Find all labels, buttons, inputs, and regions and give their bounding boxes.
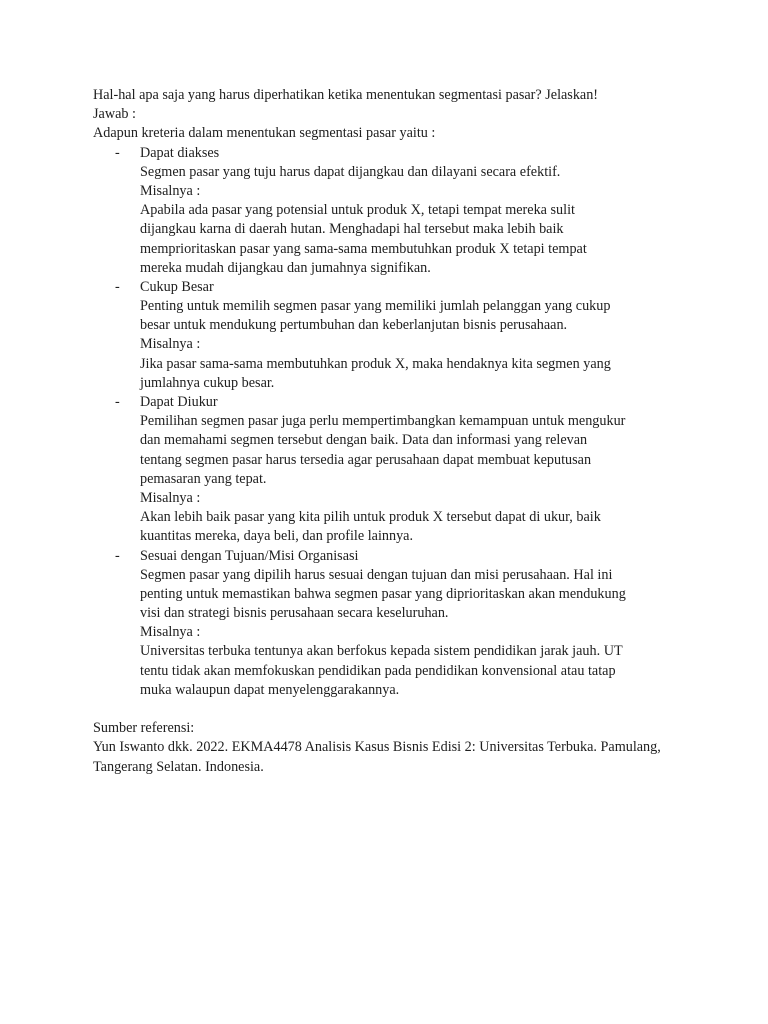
reference-line: Yun Iswanto dkk. 2022. EKMA4478 Analisis Kasus Bisnis Edisi 2: Universitas Terbuka. Pamulang,	[93, 739, 661, 756]
paragraph-gap	[93, 700, 693, 719]
document-page	[93, 86, 693, 777]
question-text: Hal-hal apa saja yang harus diperhatikan ketika menentukan segmentasi pasar? Jelaskan!	[93, 87, 599, 103]
item-title: Sesuai dengan Tujuan/Misi Organisasi	[140, 547, 359, 564]
example-label: Misalnya :	[140, 489, 201, 506]
example-line: dijangkau karna di daerah hutan. Menghadapi hal tersebut maka lebih baik	[140, 221, 564, 238]
list-item	[93, 144, 693, 278]
item-description-line: visi dan strategi bisnis perusahaan secara keseluruhan.	[140, 605, 449, 622]
item-description-line: Penting untuk memilih segmen pasar yang memiliki jumlah pelanggan yang cukup	[140, 298, 611, 315]
example-line: kuantitas mereka, daya beli, dan profile lainnya.	[140, 528, 414, 545]
example-line: Universitas terbuka tentunya akan berfokus kepada sistem pendidikan jarak jauh. UT	[140, 643, 623, 660]
example-label: Misalnya :	[140, 624, 201, 641]
item-description-line: tentang segmen pasar harus tersedia agar perusahaan dapat membuat keputusan	[140, 451, 592, 468]
reference-label: Sumber referensi:	[93, 720, 195, 737]
criteria-list	[93, 144, 693, 700]
example-line: memprioritaskan pasar yang sama-sama membutuhkan produk X tetapi tempat	[140, 240, 587, 257]
example-line: mereka mudah dijangkau dan jumahnya signifikan.	[140, 259, 431, 276]
example-line: muka walaupun dapat menyelenggarakannya.	[140, 681, 400, 698]
item-description-line: besar untuk mendukung pertumbuhan dan keberlanjutan bisnis perusahaan.	[140, 317, 568, 334]
bullet-dash: -	[115, 278, 120, 295]
intro-text: Adapun kreteria dalam menentukan segmentasi pasar yaitu :	[93, 125, 436, 142]
item-description-line: Segmen pasar yang tuju harus dapat dijangkau dan dilayani secara efektif.	[140, 163, 561, 180]
item-description-line: pemasaran yang tepat.	[140, 470, 267, 487]
item-description-line: dan memahami segmen tersebut dengan baik. Data dan informasi yang relevan	[140, 432, 588, 449]
example-line: Apabila ada pasar yang potensial untuk produk X, tetapi tempat mereka sulit	[140, 202, 575, 219]
item-description-line: Pemilihan segmen pasar juga perlu mempertimbangkan kemampuan untuk mengukur	[140, 413, 626, 430]
example-label: Misalnya :	[140, 182, 201, 199]
list-item	[93, 393, 693, 547]
example-line: tentu tidak akan memfokuskan pendidikan pada pendidikan konvensional atau tatap	[140, 662, 616, 679]
bullet-dash: -	[115, 547, 120, 564]
list-item	[93, 547, 693, 701]
example-line: Jika pasar sama-sama membutuhkan produk X, maka hendaknya kita segmen yang	[140, 355, 611, 372]
item-description-line: Segmen pasar yang dipilih harus sesuai dengan tujuan dan misi perusahaan. Hal ini	[140, 566, 613, 583]
example-line: jumlahnya cukup besar.	[140, 374, 275, 391]
example-label: Misalnya :	[140, 336, 201, 353]
answer-label: Jawab :	[93, 106, 136, 123]
item-title: Dapat diakses	[140, 144, 220, 161]
example-line: Akan lebih baik pasar yang kita pilih untuk produk X tersebut dapat di ukur, baik	[140, 509, 601, 526]
list-item	[93, 278, 693, 393]
reference-line: Tangerang Selatan. Indonesia.	[93, 758, 264, 775]
bullet-dash: -	[115, 144, 120, 161]
item-title: Dapat Diukur	[140, 394, 218, 410]
bullet-dash: -	[115, 394, 120, 410]
item-title: Cukup Besar	[140, 278, 214, 295]
item-description-line: penting untuk memastikan bahwa segmen pasar yang diprioritaskan akan mendukung	[140, 585, 626, 602]
